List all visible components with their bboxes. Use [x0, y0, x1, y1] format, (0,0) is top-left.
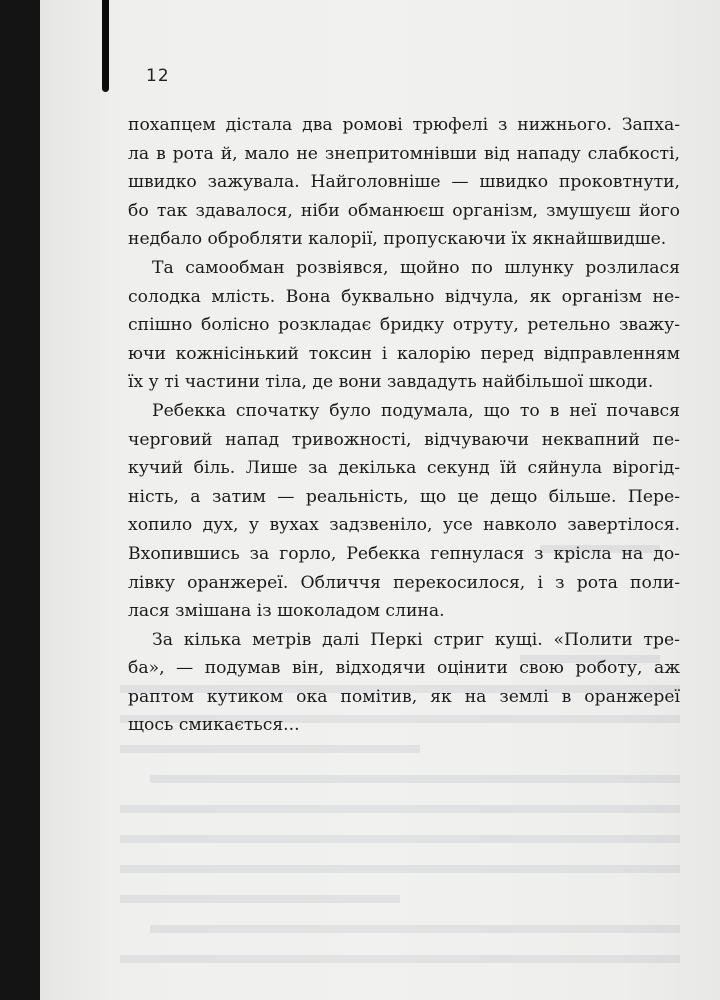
text-line: щось смикається...: [128, 715, 300, 736]
text-line: бо так здавалося, ніби обманюєш організм, змушуєш його: [128, 200, 680, 221]
paragraph-3: [128, 397, 680, 626]
paragraph-2: [128, 254, 680, 397]
text-line: хопило дух, у вухах задзвеніло, усе навколо завертілося.: [128, 515, 680, 536]
text-line: лася змішана із шоколадом слина.: [128, 601, 445, 622]
text-line: лівку оранжереї. Обличчя перекосилося, і з рота поли-: [128, 572, 680, 593]
binding-edge-mark: [102, 0, 109, 92]
text-line: похапцем дістала два ромові трюфелі з нижнього. Запха-: [128, 115, 680, 135]
text-line: ла в рота й, мало не знепритомнівши від нападу слабкості,: [128, 143, 680, 164]
paragraph-4: [128, 626, 680, 740]
text-line: черговий напад тривожності, відчуваючи неквапний пе-: [128, 429, 680, 450]
text-line: спішно болісно розкладає бридку отруту, ретельно зважу-: [128, 315, 680, 336]
text-line: кучий біль. Лише за декілька секунд їй сяйнула вірогід-: [128, 458, 680, 479]
book-page: [40, 0, 720, 1000]
text-line: Та самообман розвіявся, щойно по шлунку розлилася: [152, 257, 680, 278]
text-line: Ребекка спочатку було подумала, що то в неї почався: [152, 400, 680, 421]
page-number: 12: [146, 66, 170, 86]
text-line: За кілька метрів далі Перкі стриг кущі. «Полити тре-: [152, 629, 680, 650]
text-line: швидко зажувала. Найголовніше — швидко проковтнути,: [128, 172, 680, 193]
text-line: їх у ті частини тіла, де вони завдадуть найбільшої шкоди.: [128, 372, 654, 393]
text-line: Вхопившись за горло, Ребекка гепнулася з крісла на до-: [128, 543, 680, 564]
text-line: солодка млість. Вона буквально відчула, як організм не-: [128, 286, 680, 307]
body-text: [128, 111, 680, 740]
text-line: недбало обробляти калорії, пропускаючи їх якнайшвидше.: [128, 229, 667, 250]
text-line: ба», — подумав він, відходячи оцінити свою роботу, аж: [128, 658, 680, 679]
paragraph-1: [128, 111, 680, 254]
text-line: раптом кутиком ока помітив, як на землі в оранжереї: [128, 686, 680, 707]
text-line: ність, а затим — реальність, що це дещо більше. Пере-: [128, 486, 680, 507]
text-line: ючи кожнісінький токсин і калорію перед відправленням: [128, 343, 680, 364]
